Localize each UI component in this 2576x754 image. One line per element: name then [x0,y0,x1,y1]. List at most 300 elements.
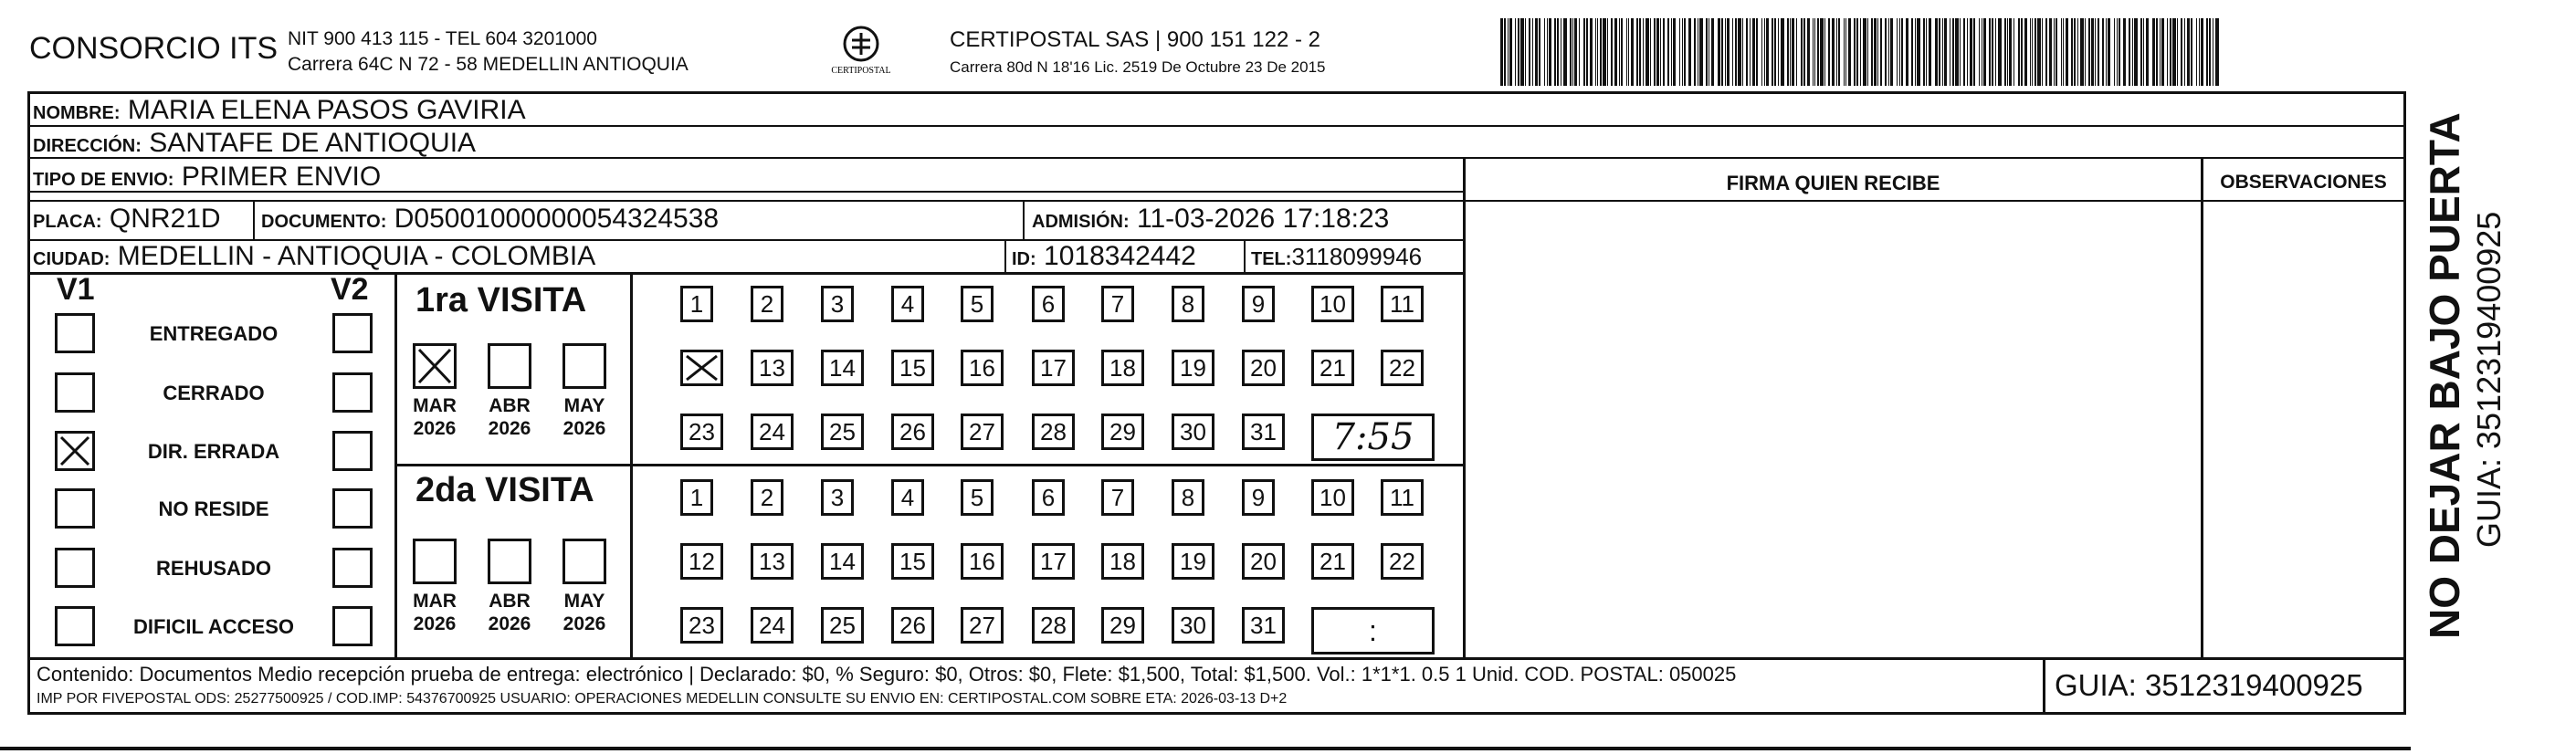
day-box[interactable]: 26 [891,607,934,644]
barcode-bar [2156,18,2158,86]
barcode-bar [1525,18,1526,86]
month-label [400,590,469,635]
day-box[interactable]: 3 [821,286,854,322]
barcode-bar [1923,18,1925,86]
id-value: 1018342442 [1044,241,1196,271]
day-box[interactable]: 30 [1172,414,1214,450]
barcode-bar [1535,18,1538,86]
month-name: MAR [413,591,457,612]
barcode-bar [2108,18,2110,86]
barcode-bar [1699,18,1703,86]
barcode-bar [2177,18,2178,86]
barcode-bar [1967,18,1968,86]
footer-guia: GUIA: 3512319400925 [2055,668,2363,702]
month-year: 2026 [563,613,606,634]
barcode-bar [1509,18,1512,86]
day-box[interactable]: 10 [1311,479,1354,516]
barcode-bar [1673,18,1676,86]
day-box[interactable]: 9 [1242,286,1275,322]
day-box[interactable]: 2 [751,479,783,516]
barcode-bar [2032,18,2033,86]
footer-divider [27,657,2406,660]
barcode-bar [1807,18,1810,86]
month-label [550,590,619,635]
barcode-bar [2095,18,2096,86]
day-box[interactable]: 6 [1032,479,1065,516]
barcode-bar [1863,18,1866,86]
day-box[interactable]: 22 [1381,350,1424,386]
barcode-bar [2196,18,2197,86]
barcode-bar [1792,18,1794,86]
barcode-bar [1860,18,1861,86]
frame-bottom [27,712,2406,715]
side-guia: GUIA: 3512319400925 [2470,211,2508,548]
barcode-bar [1727,18,1730,86]
barcode-bar [1619,18,1620,86]
month-checkbox[interactable] [488,539,531,584]
day-box[interactable]: 9 [1242,479,1275,516]
barcode-bar [2021,18,2023,86]
barcode-bar [1897,18,1898,86]
barcode-bar [2042,18,2043,86]
day-box[interactable]: 24 [751,607,794,644]
barcode-bar [2054,18,2055,86]
barcode-bar [1750,18,1751,86]
day-box[interactable]: 29 [1101,414,1144,450]
page-bottom-rule [0,747,2411,750]
direccion-row [33,128,476,159]
no-dejar-warning: NO DEJAR BAJO PUERTA [2421,112,2468,639]
barcode-bar [1790,18,1791,86]
barcode-bar [1778,18,1779,86]
barcode-bar [2091,18,2094,86]
barcode-bar [1742,18,1743,86]
day-box[interactable]: 8 [1172,479,1204,516]
day-box[interactable]: 25 [821,414,864,450]
month-checkbox[interactable] [488,343,531,389]
v2-label: V2 [331,272,369,307]
barcode-bar [1611,18,1613,86]
carrier-name: CERTIPOSTAL SAS | 900 151 122 - 2 [950,27,1320,52]
status-v1-checkbox[interactable] [55,548,95,588]
placa-value: QNR21D [109,204,221,234]
status-label: DIFICIL ACCESO [132,615,294,638]
barcode-bar [1960,18,1961,86]
barcode-bar [2199,18,2200,86]
barcode-bar [1828,18,1830,86]
barcode-bar [1871,18,1873,86]
documento-label: DOCUMENTO: [261,212,387,232]
barcode-bar [2146,18,2149,86]
barcode-bar [1877,18,1878,86]
barcode-bar [2066,18,2068,86]
barcode-bar [2215,18,2219,86]
barcode-bar [1929,18,1931,86]
barcode-bar [1504,18,1506,86]
status-v1-checkbox[interactable] [55,313,95,353]
visit-time-box[interactable]: : [1311,607,1435,655]
day-box[interactable]: 21 [1311,543,1354,580]
day-box[interactable]: 12 [680,543,723,580]
barcode-bar [2009,18,2012,86]
day-box[interactable]: 21 [1311,350,1354,386]
barcode-bar [2085,18,2086,86]
frame-right [2403,91,2406,715]
barcode-bar [2063,18,2064,86]
day-box[interactable]: 16 [961,350,1004,386]
barcode-bar [1656,18,1659,86]
day-box[interactable]: 25 [821,607,864,644]
month-name: MAY [563,591,605,612]
barcode-bar [1926,18,1927,86]
day-box[interactable]: 13 [751,543,794,580]
barcode-bar [1586,18,1588,86]
barcode-bar [1626,18,1627,86]
barcode-bar [1679,18,1680,86]
barcode-bar [2172,18,2176,86]
barcode-bar [1636,18,1638,86]
barcode-bar [1628,18,1629,86]
barcode-bar [1901,18,1903,86]
barcode-bar [1796,18,1797,86]
status-v2-checkbox[interactable] [332,548,373,588]
barcode-bar [1654,18,1656,86]
barcode-bar [2170,18,2171,86]
day-box[interactable]: 30 [1172,607,1214,644]
barcode-bar [2030,18,2031,86]
barcode-bar [1983,18,1986,86]
barcode-bar [2181,18,2182,86]
barcode-bar [2161,18,2164,86]
day-box[interactable]: 15 [891,350,934,386]
barcode-bar [1854,18,1856,86]
day-box[interactable]: 5 [961,479,994,516]
day-box[interactable]: 26 [891,414,934,450]
v1-label: V1 [57,272,95,307]
barcode-bar [2201,18,2203,86]
barcode-bar [1554,18,1556,86]
ciudad-row [33,241,595,272]
day-box[interactable]: 13 [751,350,794,386]
barcode-bar [1880,18,1882,86]
month-year: 2026 [488,613,531,634]
barcode-bar [2035,18,2036,86]
status-v2-checkbox[interactable] [332,606,373,646]
barcode-bar [1888,18,1889,86]
barcode-bar [2071,18,2073,86]
admision-label: ADMISIÓN: [1032,212,1130,232]
status-label: DIR. ERRADA [147,440,280,463]
status-v1-checkbox[interactable] [55,372,95,413]
footer-contenido: Contenido: Documentos Medio recepción prueba de entrega: electrónico | Declarado: $0, % Seguro: $0, Otros: $0, Flete: $1,500, Total: $1,500. Vol.: 1*1*1. 0.5 1 Unid. COD. POSTAL: 050025 [37,663,1737,686]
barcode-bar [1989,18,1991,86]
barcode-bar [1832,18,1835,86]
day-box[interactable]: 28 [1032,414,1075,450]
barcode-bar [1803,18,1805,86]
cell-divider [253,200,255,241]
barcode-bar [1756,18,1758,86]
status-v2-checkbox[interactable] [332,372,373,413]
day-box[interactable]: 20 [1242,543,1285,580]
company-name: CONSORCIO ITS [29,31,279,66]
barcode-bar [2045,18,2047,86]
barcode-bar [2119,18,2120,86]
barcode-bar [2152,18,2155,86]
barcode-bar [1774,18,1776,86]
visit1-title: 1ra VISITA [415,281,587,319]
month-checkbox[interactable] [563,539,606,584]
barcode-bar [1911,18,1913,86]
barcode-bar [1955,18,1959,86]
firma-left-border [1463,157,1466,659]
logo-text: CERTIPOSTAL [831,66,891,76]
barcode-bar [2074,18,2076,86]
barcode-bar [1718,18,1720,86]
footer-imp: IMP POR FIVEPOSTAL ODS: 25277500925 / COD.IMP: 54376700925 USUARIO: OPERACIONES MEDELLIN CONSULTE SU ENVIO EN: CERTIPOSTAL.COM SOBRE ETA: 2026-03-13 D+2 [37,691,1288,707]
day-box[interactable]: 18 [1101,543,1144,580]
barcode-bar [1746,18,1748,86]
month-label [475,394,544,440]
day-box[interactable]: 29 [1101,607,1144,644]
barcode-bar [1570,18,1572,86]
month-label [550,394,619,440]
barcode-bar [2117,18,2118,86]
barcode-bar [1603,18,1606,86]
month-checkbox[interactable] [563,343,606,389]
day-box[interactable]: 16 [961,543,1004,580]
documento-row [261,204,719,235]
day-box[interactable]: 4 [891,286,924,322]
cell-divider [1023,200,1025,241]
nombre-row [33,95,526,126]
barcode-bar [1563,18,1567,86]
barcode-bar [1915,18,1916,86]
barcode-bar [1631,18,1634,86]
barcode-bar [1518,18,1519,86]
day-box[interactable]: 24 [751,414,794,450]
day-box[interactable]: 20 [1242,350,1285,386]
barcode-bar [2037,18,2041,86]
barcode-bar [2049,18,2052,86]
barcode-bar [2206,18,2208,86]
barcode-bar [1667,18,1669,86]
visit-divider [394,464,1463,466]
day-box[interactable]: 31 [1242,607,1285,644]
day-box[interactable]: 31 [1242,414,1285,450]
admision-row [1032,204,1389,235]
month-checkbox[interactable] [413,539,457,584]
barcode-bar [2018,18,2020,86]
barcode-bar [2102,18,2104,86]
day-box[interactable]: 27 [961,414,1004,450]
barcode-bar [1856,18,1858,86]
barcode-bar [1508,18,1509,86]
status-v1-checkbox[interactable] [55,488,95,529]
status-v1-checkbox[interactable] [55,431,95,471]
barcode-bar [1682,18,1683,86]
barcode-bar [2132,18,2133,86]
day-box[interactable]: 2 [751,286,783,322]
carrier-address: Carrera 80d N 18'16 Lic. 2519 De Octubre 23 De 2015 [950,58,1326,76]
day-box[interactable]: 22 [1381,543,1424,580]
day-box[interactable]: 1 [680,286,713,322]
tel-row [1251,243,1422,271]
barcode-bar [1874,18,1877,86]
barcode-bar [1515,18,1516,86]
barcode-bar [2013,18,2014,86]
barcode-bar [2114,18,2115,86]
barcode-bar [1544,18,1545,86]
day-box[interactable]: 19 [1172,543,1214,580]
status-v2-checkbox[interactable] [332,431,373,471]
barcode-bar [1607,18,1608,86]
barcode-bar [1998,18,2002,86]
barcode-bar [1643,18,1644,86]
ciudad-label: CIUDAD: [33,249,110,269]
status-v2-checkbox[interactable] [332,488,373,529]
barcode-bar [1572,18,1573,86]
day-box[interactable]: 8 [1172,286,1204,322]
company-address: Carrera 64C N 72 - 58 MEDELLIN ANTIOQUIA [288,54,689,75]
month-checkbox[interactable] [413,343,457,389]
barcode-bar [1935,18,1938,86]
month-label [400,394,469,440]
day-box[interactable]: 27 [961,607,1004,644]
day-box[interactable]: 1 [680,479,713,516]
status-label: CERRADO [163,382,265,404]
barcode-bar [1590,18,1593,86]
day-box[interactable]: 7 [1101,286,1134,322]
placa-row [33,204,221,235]
barcode-bar [1684,18,1686,86]
barcode-bar [2143,18,2144,86]
barcode-bar [1979,18,1980,86]
barcode-bar [2191,18,2192,86]
barcode-bar [2088,18,2090,86]
barcode-bar [1939,18,1940,86]
status-label: ENTREGADO [149,322,279,345]
day-box[interactable]: 11 [1381,479,1424,516]
barcode-bar [1500,18,1503,86]
day-box[interactable]: 6 [1032,286,1065,322]
barcode-bar [1973,18,1975,86]
day-box[interactable]: 18 [1101,350,1144,386]
month-year: 2026 [413,613,457,634]
cell-divider [1244,239,1246,274]
cell-divider [1004,239,1006,274]
frame-left [27,91,30,715]
status-v1-checkbox[interactable] [55,606,95,646]
day-box[interactable]: 17 [1032,543,1075,580]
day-box[interactable]: 10 [1311,286,1354,322]
day-box[interactable]: 14 [821,350,864,386]
month-name: MAY [563,395,605,416]
barcode-bar [1817,18,1819,86]
month-year: 2026 [413,418,457,439]
barcode-bar [1532,18,1533,86]
day-box[interactable]: 4 [891,479,924,516]
barcode-bar [1814,18,1815,86]
day-box[interactable] [680,350,723,386]
day-box[interactable]: 3 [821,479,854,516]
barcode-bar [1725,18,1726,86]
barcode-bar [2209,18,2211,86]
barcode-bar [1836,18,1837,86]
visit2-title: 2da VISITA [415,471,594,509]
barcode-bar [1824,18,1825,86]
barcode-bar [1942,18,1943,86]
day-box[interactable]: 23 [680,607,723,644]
day-box[interactable]: 17 [1032,350,1075,386]
barcode-bar [1732,18,1733,86]
barcode-bar [1721,18,1723,86]
barcode-bar [2134,18,2138,86]
barcode-bar [2024,18,2027,86]
footer-guia-divider [2043,657,2045,714]
status-label: NO RESIDE [158,497,269,520]
visit-time-box[interactable]: 7:55 [1311,414,1435,461]
barcode-bar [1600,18,1602,86]
barcode-bar [1820,18,1824,86]
day-box[interactable]: 7 [1101,479,1134,516]
barcode [1500,18,2228,86]
barcode-bar [1838,18,1840,86]
nombre-value: MARIA ELENA PASOS GAVIRIA [127,95,526,125]
day-box[interactable]: 23 [680,414,723,450]
barcode-bar [1867,18,1868,86]
barcode-bar [1906,18,1908,86]
barcode-bar [1801,18,1803,86]
direccion-value: SANTAFE DE ANTIOQUIA [149,128,477,158]
barcode-bar [1844,18,1845,86]
tel-label: TEL: [1251,249,1292,269]
barcode-bar [1671,18,1672,86]
direccion-label: DIRECCIÓN: [33,136,142,156]
barcode-bar [1995,18,1996,86]
status-label: REHUSADO [156,557,271,580]
barcode-bar [1574,18,1577,86]
barcode-bar [1781,18,1784,86]
barcode-bar [1621,18,1623,86]
frame-top [27,91,2406,94]
id-label: ID: [1012,249,1036,269]
day-box[interactable]: 5 [961,286,994,322]
barcode-bar [2106,18,2107,86]
barcode-bar [1899,18,1900,86]
status-v2-checkbox[interactable] [332,313,373,353]
barcode-bar [2160,18,2161,86]
barcode-bar [1711,18,1714,86]
documento-value: D05001000000054324538 [394,204,720,234]
id-row [1012,241,1196,272]
day-box[interactable]: 11 [1381,286,1424,322]
barcode-bar [1766,18,1769,86]
day-box[interactable]: 15 [891,543,934,580]
barcode-bar [1529,18,1530,86]
barcode-bar [1520,18,1524,86]
barcode-bar [1694,18,1696,86]
month-year: 2026 [563,418,606,439]
day-box[interactable]: 14 [821,543,864,580]
day-box[interactable]: 19 [1172,350,1214,386]
barcode-bar [1772,18,1773,86]
barcode-bar [1579,18,1580,86]
day-box[interactable]: 28 [1032,607,1075,644]
firma-header: FIRMA QUIEN RECIBE [1726,172,1940,194]
tipo-label: TIPO DE ENVIO: [33,170,174,190]
row-line [27,200,2406,202]
certipostal-logo [815,24,907,80]
